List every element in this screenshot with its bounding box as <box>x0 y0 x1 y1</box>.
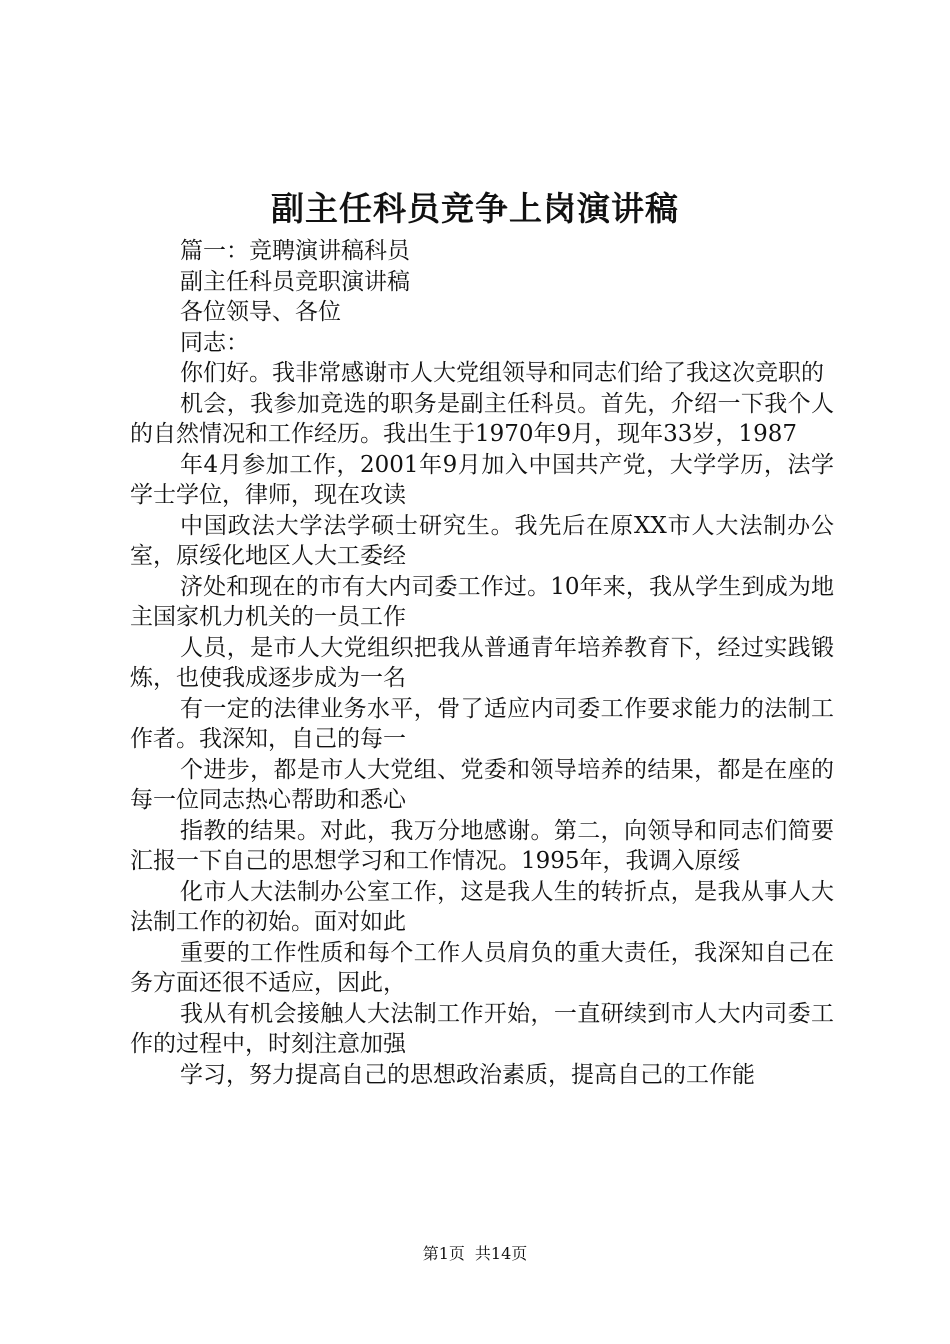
paragraph: 你们好。我非常感谢市人大党组领导和同志们给了我这次竞职的 <box>180 360 824 386</box>
paragraph: 人员，是市人大党组织把我从普通青年培养教育下，经过实践锻炼，也使我成逐步成为一名 <box>130 634 834 691</box>
page-number: 第1页 <box>422 1244 465 1263</box>
paragraph: 同志： <box>180 329 249 356</box>
document-body <box>130 236 834 1090</box>
document-title: 副主任科员竞争上岗演讲稿 <box>271 189 679 228</box>
paragraph: 济处和现在的市有大内司委工作过。10年来，我从学生到成为地主国家机力机关的一员工作 <box>130 573 834 630</box>
paragraph: 年4月参加工作，2001年9月加入中国共产党，大学学历，法学学士学位，律师，现在攻读 <box>130 451 834 508</box>
paragraph: 个进步，都是市人大党组、党委和领导培养的结果，都是在座的每一位同志热心帮助和悉心 <box>130 756 834 813</box>
page-footer <box>0 1243 950 1265</box>
paragraph: 各位领导、各位 <box>180 299 341 325</box>
paragraph: 学习，努力提高自己的思想政治素质，提高自己的工作能 <box>180 1061 755 1088</box>
paragraph: 我从有机会接触人大法制工作开始，一直研续到市人大内司委工作的过程中，时刻注意加强 <box>130 1000 834 1057</box>
paragraph: 有一定的法律业务水平，骨了适应内司委工作要求能力的法制工作者。我深知，自己的每一 <box>130 695 834 752</box>
paragraph: 副主任科员竞职演讲稿 <box>180 268 410 295</box>
paragraph: 中国政法大学法学硕士研究生。我先后在原XX市人大法制办公室，原绥化地区人大工委经 <box>130 512 834 569</box>
paragraph: 篇一：竞聘演讲稿科员 <box>180 238 410 264</box>
paragraph: 重要的工作性质和每个工作人员肩负的重大责任，我深知自己在务方面还很不适应，因此， <box>130 939 834 996</box>
paragraph: 化市人大法制办公室工作，这是我人生的转折点，是我从事人大法制工作的初始。面对如此 <box>130 878 834 935</box>
total-pages: 共14页 <box>474 1244 528 1263</box>
paragraph: 机会，我参加竞选的职务是副主任科员。首先，介绍一下我个人的自然情况和工作经历。我出生于1970年9月，现年33岁，1987 <box>130 390 834 447</box>
paragraph: 指教的结果。对此，我万分地感谢。第二，向领导和同志们简要汇报一下自己的思想学习和工作情况。1995年，我调入原绥 <box>130 817 834 874</box>
